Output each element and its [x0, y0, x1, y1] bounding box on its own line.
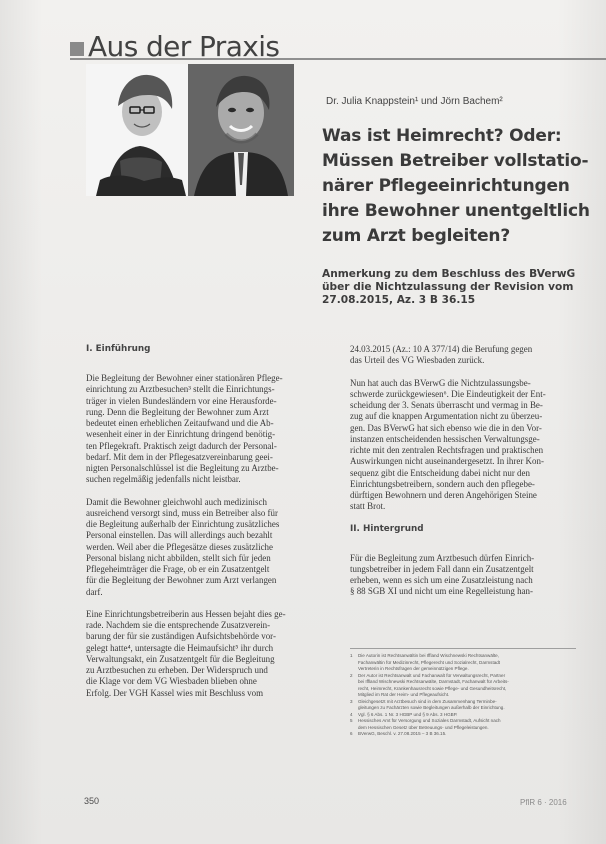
text-line: für die Begleitung der Bewohner zum Arzt verlangen — [86, 575, 277, 586]
text-line: Die Begleitung der Bewohner einer stationären Pflege- — [86, 373, 283, 383]
text-line: gen. Das BVerwG hat sich ebenso wie die in den Vor- — [350, 422, 542, 433]
text-line: instanzen entscheidenden hessischen Verwaltungsge- — [350, 433, 540, 444]
footnote — [350, 673, 576, 679]
footnote-number — [350, 679, 358, 685]
footnote-number: 1 — [350, 653, 353, 658]
text-line: zu Arztbesuchen zu erheben. Der Widerspruch und — [86, 665, 268, 675]
footnote-number: 4 — [350, 711, 353, 717]
footnote-number — [350, 705, 358, 711]
text-line: 24.03.2015 (Az.: 10 A 377/14) die Berufung gegen — [350, 344, 533, 354]
text-line: nigten Personalschlüssel ist die Begleitung zu Arztbe- — [86, 463, 279, 473]
footnote-text: Gleichgesetzt mit Arztbesuch sind in dem Zusammenhang Terminbe- — [358, 698, 497, 704]
footnote-text: dem Hessischen Gesetz über Betreuungs- und Pflegeleistungen. — [358, 724, 489, 730]
subtitle-line: Anmerkung zu dem Beschluss des BVerwG — [322, 268, 576, 280]
title-line: Müssen Betreiber vollstatio- — [322, 151, 589, 171]
paragraph — [86, 609, 310, 699]
text-line: tungsbetreiber in jedem Fall dann ein Zusatzentgelt — [350, 563, 534, 574]
title-line: Was ist Heimrecht? Oder: — [322, 126, 562, 146]
footnote-text: Der Autor ist Rechtsanwalt und Fachanwalt für Verwaltungsrecht, Partner — [358, 672, 506, 678]
footnote — [350, 653, 576, 659]
title-line: närer Pflegeeinrichtungen — [322, 176, 570, 196]
article-subtitle — [322, 268, 576, 307]
text-line: Verwaltungsakt, ein Zusatzentgelt für die Begleitung — [86, 653, 275, 664]
footnote-text: BVerwG, Beschl. v. 27.08.2015 – 3 B 36.15. — [358, 731, 447, 737]
text-line: dürftigen Bewohnern und deren Angehörigen Steine — [350, 490, 537, 500]
footnote-number — [350, 692, 358, 698]
text-line: das Urteil des VG Wiesbaden zurück. — [350, 355, 485, 366]
footnote — [350, 660, 576, 666]
footnote — [350, 731, 576, 737]
text-line: die Begleitung außerhalb der Einrichtung zusätzliches — [86, 519, 280, 529]
footnote-number — [350, 725, 358, 731]
article-title — [322, 124, 590, 249]
footnote — [350, 718, 576, 724]
section-heading-background: II. Hintergrund — [350, 523, 424, 534]
text-line: suchen regelmäßig jedenfalls nicht leistbar. — [86, 474, 241, 485]
footnote-text: Vgl. § 6 Abs. 1 Nr. 3 HGBP und § 9 Abs. 3 HGBP. — [358, 711, 458, 717]
text-line: ausreichend versorgt sind, muss ein Betreiber also für — [86, 507, 278, 518]
footnote — [350, 692, 576, 698]
title-line: zum Arzt begleiten? — [322, 226, 510, 246]
text-line: zug auf die knappen Argumentation nicht zu überzeu- — [350, 411, 543, 422]
text-line: Eine Einrichtungsbetreiberin aus Hessen bejaht dies ge- — [86, 608, 286, 619]
text-line: rung. Denn die Begleitung der Bewohner zum Arzt — [86, 406, 269, 417]
right-text-column — [350, 344, 574, 609]
text-line: Nun hat auch das BVerwG die Nichtzulassungsbe- — [350, 377, 531, 388]
section-heading-introduction: I. Einführung — [86, 344, 151, 354]
text-line: Einrichtungsbetreibern, sondern auch den pflegebe- — [350, 478, 535, 489]
text-line: Erfolg. Der VGH Kassel wies mit Beschluss vom — [86, 687, 264, 698]
text-line: sequenz gibt die Entscheidung dabei nicht nur den — [350, 467, 530, 478]
footnotes — [350, 648, 576, 738]
author-photo-portrait-right — [188, 64, 294, 196]
text-line: Pflegeheimträger die Frage, ob er ein Zusatzentgelt — [86, 564, 270, 574]
text-line: träger in vielen Bundesländern vor eine Herausforde- — [86, 395, 277, 406]
footnote-text: Hessisches Amt für Versorgung und Soziales Darmstadt, Aufsicht nach — [358, 718, 501, 724]
text-line: statt Brot. — [350, 501, 386, 512]
footnote-text: Vertreterin in Rechtsfragen der gemeinnützigen Pflege. — [358, 666, 469, 672]
footnote — [350, 699, 576, 705]
text-line: die Klage vor dem VG Wiesbaden blieben ohne — [86, 676, 257, 687]
text-line: schwerde zurückgewiesen⁶. Die Eindeutigkeit der Ent- — [350, 388, 546, 399]
footnote-number: 5 — [350, 718, 353, 724]
footnote — [350, 712, 576, 718]
footnote-text: Die Autorin ist Rechtsanwältin bei Iffland Wischnewski Rechtsanwälte, — [358, 653, 499, 658]
text-line: erheben, wenn es sich um eine Zusatzleistung nach — [350, 575, 533, 585]
paragraph — [86, 373, 310, 486]
paragraph — [350, 378, 574, 513]
footnote — [350, 686, 576, 692]
text-line: ten Pflegekraft. Praktisch zeigt dadurch der Personal- — [86, 440, 277, 451]
authors-line: Dr. Julia Knappstein¹ und Jörn Bachem² — [326, 96, 503, 107]
text-line: einrichtung zu Arztbesuchen³ stellt die Einrichtungs- — [86, 384, 275, 395]
text-line: barung der für sie zuständigen Aufsichtsbehörde vor- — [86, 631, 276, 642]
footnote-number — [350, 686, 358, 692]
paragraph — [86, 497, 310, 598]
footnote-text: recht, Heimrecht, Krankenhausrecht sowie Pflege- und Gesundheitsrecht, — [358, 685, 507, 691]
subtitle-line: über die Nichtzulassung der Revision vom — [322, 281, 574, 293]
text-line: darf. — [86, 586, 103, 597]
author-photo-joern-bachem — [188, 64, 294, 196]
title-line: ihre Bewohner unentgeltlich — [322, 201, 590, 221]
footnote-text: bei Iffland Wischnewski Rechtsanwälte, Darmstadt, Fachanwalt für Arbeits- — [358, 679, 509, 685]
text-line: § 88 SGB XI und nicht um eine Regelleistung han- — [350, 586, 533, 597]
text-line: Für die Begleitung zum Arztbesuch dürfen Einrich- — [350, 552, 535, 563]
text-line: Auswirkungen nicht auseinandergesetzt. In ihrer Kon- — [350, 456, 544, 467]
footnote-number: 2 — [350, 672, 353, 678]
author-photo-julia-knappstein — [86, 64, 196, 196]
text-line: bedeutet einen erheblichen Zeitaufwand und die Ab- — [86, 418, 274, 428]
text-line: richte mit den zentralen Rechtsfragen und praktischen — [350, 445, 544, 455]
footnote — [350, 725, 576, 731]
footnote-number — [350, 666, 358, 672]
journal-reference: PflR 6 · 2016 — [520, 798, 567, 807]
footnote-number — [350, 660, 358, 666]
footnote-text: Fachanwältin für Medizinrecht, Pflegerecht und Sozialrecht, Darmstadt — [358, 659, 501, 665]
footnote-number: 3 — [350, 698, 353, 704]
text-line: rade. Nachdem sie die entsprechende Zusatzverein- — [86, 620, 271, 630]
footnote — [350, 666, 576, 672]
text-line: Damit die Bewohner gleichwohl auch medizinisch — [86, 496, 267, 507]
text-line: scheidung der 3. Senats überrascht und vermag in Be- — [350, 400, 543, 410]
paragraph — [350, 553, 574, 598]
text-line: wesenheit einer in der Einrichtung dringend benötig- — [86, 429, 276, 440]
page-number: 350 — [84, 796, 100, 806]
section-title: Aus der Praxis — [88, 30, 280, 63]
author-photo-portrait-left — [86, 64, 196, 196]
footnote — [350, 705, 576, 711]
text-line: gelegt hatte⁴, untersagte die Heimaufsicht⁵ ihr durch — [86, 642, 274, 653]
footnote-text: gleitungen zu Fachärzten sowie Begleitungen außerhalb der Einrichtung. — [358, 705, 505, 711]
footnote-text: Mitglied im Rat der Heim- und Pflegeaufsicht. — [358, 692, 450, 698]
subtitle-line: 27.08.2015, Az. 3 B 36.15 — [322, 294, 476, 306]
section-marker — [70, 42, 84, 56]
text-line: werden. Weil aber die Pflegesätze dieses zusätzliche — [86, 541, 273, 552]
left-text-column — [86, 344, 310, 710]
footnote-number: 6 — [350, 731, 353, 737]
text-line: Personal bislang nicht abbilden, stellt sich für jeden — [86, 552, 271, 563]
footnote — [350, 679, 576, 685]
text-line: bedarf. Mit dem in der Pflegesatzvereinbarung geei- — [86, 451, 273, 462]
paragraph — [350, 344, 574, 367]
text-line: Personal einstellen. Das will allerdings auch bezahlt — [86, 530, 273, 541]
